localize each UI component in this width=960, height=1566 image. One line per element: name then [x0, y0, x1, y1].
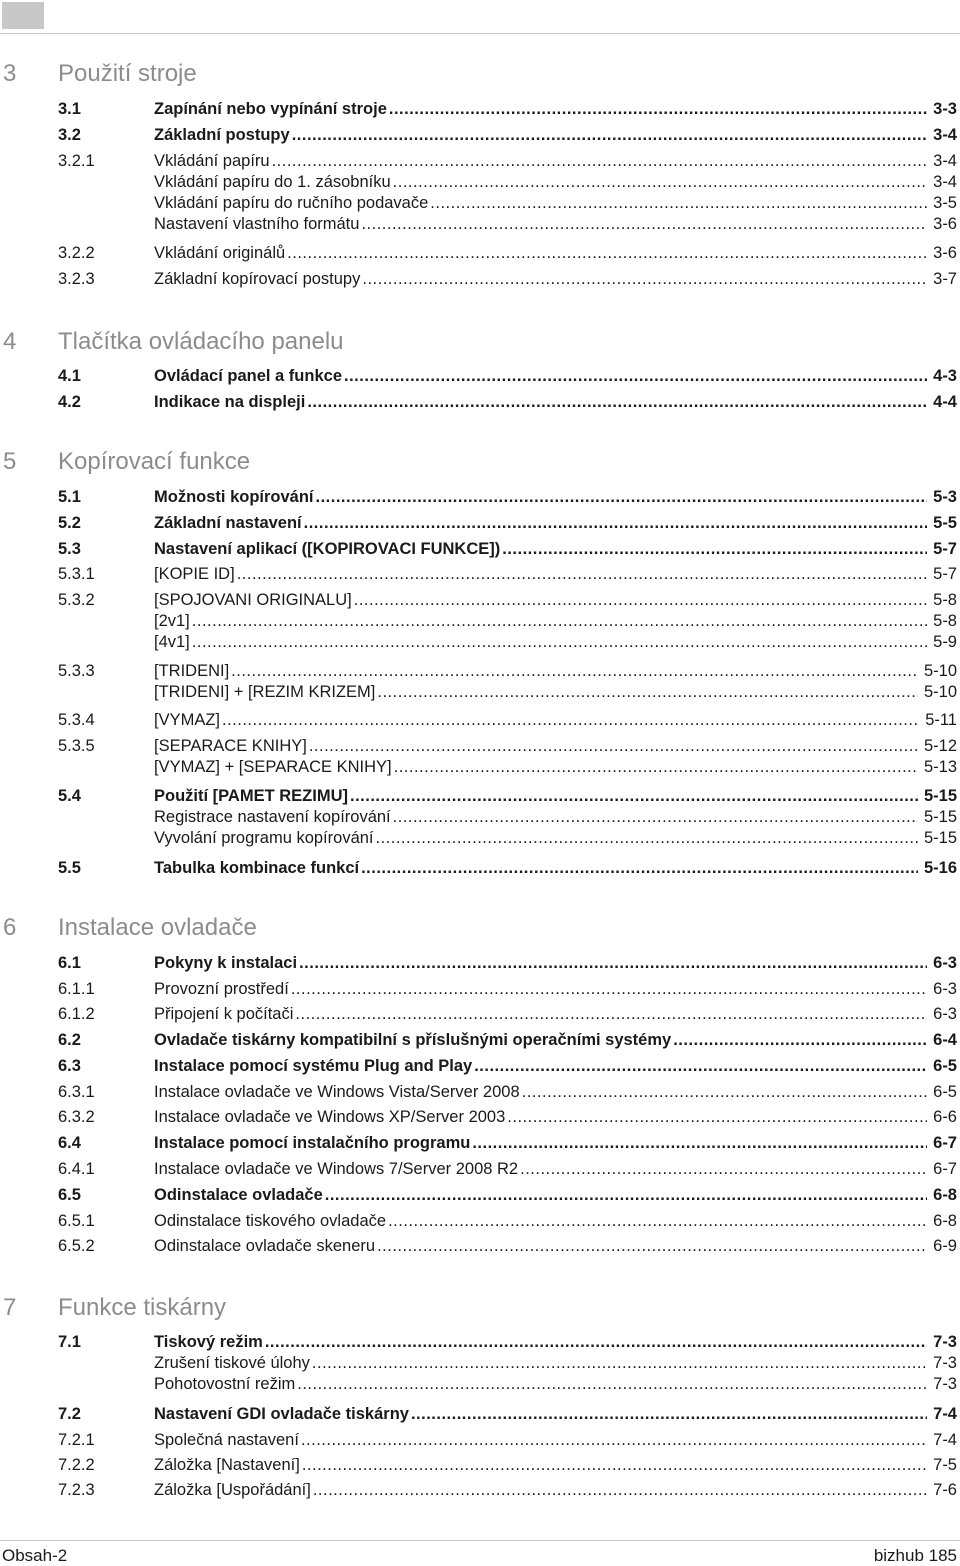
toc-entry[interactable] — [0, 1331, 960, 1353]
toc-entry[interactable] — [0, 806, 960, 828]
toc-entry-title: Nastavení vlastního formátu — [154, 215, 360, 233]
toc-entry[interactable] — [0, 98, 960, 120]
toc-entry-title: Odinstalace tiskového ovladače — [154, 1212, 387, 1230]
toc-entry-line — [154, 192, 957, 214]
toc-entry-page: 5-10 — [923, 662, 957, 680]
toc-entry-line — [154, 268, 957, 290]
toc-entry-line — [154, 171, 957, 193]
toc-entry-page: 3-4 — [933, 152, 957, 170]
toc-entry-page: 3-6 — [933, 244, 957, 262]
toc-entry-page: 6-6 — [933, 1108, 957, 1126]
toc-entry-number: 6.3 — [58, 1057, 81, 1075]
toc-entry-page: 5-12 — [923, 737, 957, 755]
toc-entry-title: Instalace pomocí instalačního programu — [154, 1134, 471, 1152]
toc-entry-page: 6-8 — [933, 1186, 957, 1204]
toc-entry-line — [154, 213, 957, 235]
toc-entry-title: Tabulka kombinace funkcí — [154, 859, 360, 877]
toc-leader-dots — [297, 1373, 927, 1395]
toc-entry-line — [154, 1331, 957, 1353]
toc-entry[interactable] — [0, 1403, 960, 1425]
toc-entry-page: 7-4 — [933, 1405, 957, 1423]
toc-entry[interactable] — [0, 242, 960, 264]
toc-leader-dots — [393, 806, 918, 828]
toc-entry-title: Vyvolání programu kopírování — [154, 829, 374, 847]
toc-entry-page: 5-15 — [923, 787, 957, 805]
toc-entry-title: Společná nastavení — [154, 1431, 299, 1449]
toc-entry-number: 7.2.1 — [58, 1431, 95, 1449]
toc-entry-page: 6-3 — [933, 1005, 957, 1023]
toc-entry-number: 7.2.2 — [58, 1456, 95, 1474]
toc-entry[interactable] — [0, 486, 960, 508]
toc-entry-page: 6-5 — [933, 1057, 957, 1075]
toc-entry[interactable] — [0, 1158, 960, 1180]
toc-entry-number: 6.2 — [58, 1031, 81, 1049]
toc-entry-title: Záložka [Uspořádání] — [154, 1481, 311, 1499]
toc-leader-dots — [272, 150, 928, 172]
toc-entry-title: Instalace ovladače ve Windows 7/Server 2008 R2 — [154, 1160, 519, 1178]
toc-entry-number: 7.1 — [58, 1333, 81, 1351]
toc-entry-title: [SEPARACE KNIHY] — [154, 737, 307, 755]
toc-entry-line — [154, 1158, 957, 1180]
toc-leader-dots — [295, 1003, 927, 1025]
chapter-title: Instalace ovladače — [58, 914, 257, 941]
toc-entry-number: 6.5.2 — [58, 1237, 95, 1255]
toc-entry-title: Základní postupy — [154, 126, 290, 144]
toc-leader-dots — [287, 242, 927, 264]
toc-entry[interactable] — [0, 681, 960, 703]
toc-entry[interactable] — [0, 538, 960, 560]
chapter-number: 5 — [3, 448, 17, 475]
toc-entry-title: Základní kopírovací postupy — [154, 270, 361, 288]
toc-entry-number: 6.5.1 — [58, 1212, 95, 1230]
toc-entry-page: 3-5 — [933, 194, 957, 212]
toc-entry-line — [154, 563, 957, 585]
toc-entry[interactable] — [0, 952, 960, 974]
toc-entry-page: 3-4 — [933, 173, 957, 191]
toc-entry-page: 7-5 — [933, 1456, 957, 1474]
toc-entry[interactable] — [0, 1210, 960, 1232]
toc-entry-line — [154, 735, 957, 757]
toc-entry-line — [154, 857, 957, 879]
toc-entry-title: [2v1] — [154, 612, 190, 630]
toc-entry-line — [154, 98, 957, 120]
toc-entry-page: 4-3 — [933, 367, 957, 385]
toc-entry-number: 5.3.3 — [58, 662, 95, 680]
toc-entry-number: 6.1 — [58, 954, 81, 972]
toc-entry-page: 7-3 — [933, 1375, 957, 1393]
toc-leader-dots — [389, 98, 927, 120]
toc-entry-line — [154, 806, 957, 828]
toc-entry-number: 5.2 — [58, 514, 81, 532]
toc-entry-page: 6-5 — [933, 1083, 957, 1101]
toc-entry-page: 6-7 — [933, 1134, 957, 1152]
toc-entry-title: Vkládání papíru — [154, 152, 270, 170]
toc-leader-dots — [430, 192, 927, 214]
chapter-title: Použití stroje — [58, 60, 197, 87]
toc-entry[interactable] — [0, 1479, 960, 1501]
toc-entry-number: 4.1 — [58, 367, 81, 385]
toc-entry-page: 5-7 — [933, 540, 957, 558]
toc-entry-page: 5-10 — [923, 683, 957, 701]
toc-entry-title: Odinstalace ovladače — [154, 1186, 323, 1204]
toc-entry-page: 6-3 — [933, 954, 957, 972]
toc-entry[interactable] — [0, 268, 960, 290]
chapter-title: Funkce tiskárny — [58, 1294, 227, 1321]
toc-entry[interactable] — [0, 1373, 960, 1395]
toc-entry-title: Základní nastavení — [154, 514, 302, 532]
toc-entry[interactable] — [0, 1429, 960, 1451]
toc-entry-title: Indikace na displeji — [154, 393, 306, 411]
toc-entry-title: Nastavení GDI ovladače tiskárny — [154, 1405, 409, 1423]
toc-entry-page: 5-8 — [933, 612, 957, 630]
toc-entry-number: 3.1 — [58, 100, 81, 118]
toc-entry-page: 5-11 — [925, 711, 957, 729]
toc-entry-title: [4v1] — [154, 633, 190, 651]
toc-entry-line — [154, 978, 957, 1000]
toc-entry-page: 5-5 — [933, 514, 957, 532]
toc-entry[interactable] — [0, 735, 960, 757]
toc-entry-number: 5.3 — [58, 540, 81, 558]
toc-entry[interactable] — [0, 785, 960, 807]
toc-entry[interactable] — [0, 756, 960, 778]
toc-entry-title: [TRIDENI] — [154, 662, 230, 680]
toc-entry-number: 5.3.1 — [58, 565, 95, 583]
toc-leader-dots — [192, 610, 927, 632]
toc-entry-title: Zapínání nebo vypínání stroje — [154, 100, 387, 118]
toc-entry-title: [VYMAZ] — [154, 711, 221, 729]
toc-leader-dots — [313, 1479, 927, 1501]
toc-entry-line — [154, 631, 957, 653]
toc-leader-dots — [231, 660, 918, 682]
toc-entry-title: [KOPIE ID] — [154, 565, 235, 583]
toc-leader-dots — [361, 857, 918, 879]
toc-entry-line — [154, 1352, 957, 1374]
toc-entry-page: 3-7 — [933, 270, 957, 288]
toc-leader-dots — [393, 171, 927, 193]
toc-entry[interactable] — [0, 563, 960, 585]
toc-entry-line — [154, 785, 957, 807]
toc-leader-dots — [377, 1235, 927, 1257]
toc-leader-dots — [673, 1029, 927, 1051]
toc-leader-dots — [472, 1132, 927, 1154]
toc-entry-title: Použití [PAMET REZIMU] — [154, 787, 349, 805]
toc-entry[interactable] — [0, 192, 960, 214]
toc-entry[interactable] — [0, 124, 960, 146]
toc-entry-page: 7-3 — [933, 1354, 957, 1372]
toc-entry-line — [154, 660, 957, 682]
toc-entry-page: 5-9 — [933, 633, 957, 651]
toc-leader-dots — [354, 589, 927, 611]
toc-leader-dots — [474, 1055, 927, 1077]
toc-entry[interactable] — [0, 978, 960, 1000]
toc-leader-dots — [376, 827, 918, 849]
toc-entry-line — [154, 391, 957, 413]
toc-leader-dots — [299, 952, 927, 974]
toc-leader-dots — [291, 978, 927, 1000]
footer-product-name: bizhub 185 — [873, 1546, 957, 1565]
footer-divider — [0, 1540, 960, 1541]
toc-entry-number: 5.4 — [58, 787, 81, 805]
toc-leader-dots — [237, 563, 927, 585]
toc-entry-line — [154, 1454, 957, 1476]
toc-entry-title: Pohotovostní režim — [154, 1375, 296, 1393]
toc-entry[interactable] — [0, 1003, 960, 1025]
toc-entry-line — [154, 1132, 957, 1154]
header-tab-marker — [2, 2, 44, 29]
toc-entry-line — [154, 709, 957, 731]
toc-entry-page: 6-8 — [933, 1212, 957, 1230]
toc-leader-dots — [192, 631, 927, 653]
toc-entry-line — [154, 150, 957, 172]
toc-entry[interactable] — [0, 512, 960, 534]
toc-entry-title: Ovladače tiskárny kompatibilní s příslušnými operačními systémy — [154, 1031, 672, 1049]
toc-leader-dots — [388, 1210, 927, 1232]
toc-entry[interactable] — [0, 1454, 960, 1476]
toc-entry-line — [154, 365, 957, 387]
toc-entry[interactable] — [0, 1235, 960, 1257]
toc-entry-line — [154, 681, 957, 703]
toc-entry[interactable] — [0, 1055, 960, 1077]
toc-leader-dots — [265, 1331, 927, 1353]
toc-entry[interactable] — [0, 631, 960, 653]
toc-entry-number: 7.2 — [58, 1405, 81, 1423]
chapter-number: 3 — [3, 60, 17, 87]
toc-entry-number: 5.3.2 — [58, 591, 95, 609]
toc-entry[interactable] — [0, 1184, 960, 1206]
toc-entry-line — [154, 1106, 957, 1128]
toc-entry-number: 6.5 — [58, 1186, 81, 1204]
toc-entry-line — [154, 124, 957, 146]
toc-entry-page: 6-9 — [933, 1237, 957, 1255]
toc-entry[interactable] — [0, 171, 960, 193]
toc-entry-number: 3.2.1 — [58, 152, 95, 170]
toc-entry-number: 3.2.3 — [58, 270, 95, 288]
toc-entry-page: 3-3 — [933, 100, 957, 118]
toc-entry-page: 5-8 — [933, 591, 957, 609]
toc-leader-dots — [394, 756, 918, 778]
toc-entry-line — [154, 589, 957, 611]
toc-entry-page: 5-15 — [923, 808, 957, 826]
toc-entry-line — [154, 1373, 957, 1395]
toc-entry[interactable] — [0, 365, 960, 387]
chapter-title: Tlačítka ovládacího panelu — [58, 328, 344, 355]
toc-entry-title: Instalace ovladače ve Windows Vista/Server 2008 — [154, 1083, 520, 1101]
toc-leader-dots — [309, 735, 918, 757]
toc-entry[interactable] — [0, 1106, 960, 1128]
toc-entry-page: 5-16 — [923, 859, 957, 877]
toc-entry-number: 3.2 — [58, 126, 81, 144]
toc-entry-title: Vkládání papíru do 1. zásobníku — [154, 173, 391, 191]
toc-entry-title: Zrušení tiskové úlohy — [154, 1354, 310, 1372]
toc-entry-title: Registrace nastavení kopírování — [154, 808, 391, 826]
toc-entry[interactable] — [0, 827, 960, 849]
toc-entry-title: Vkládání originálů — [154, 244, 286, 262]
toc-entry-page: 6-4 — [933, 1031, 957, 1049]
toc-entry-page: 5-3 — [933, 488, 957, 506]
toc-entry[interactable] — [0, 660, 960, 682]
toc-leader-dots — [222, 709, 919, 731]
toc-entry[interactable] — [0, 1081, 960, 1103]
footer-page-label: Obsah-2 — [2, 1546, 68, 1565]
toc-entry-line — [154, 756, 957, 778]
toc-entry[interactable] — [0, 610, 960, 632]
toc-leader-dots — [411, 1403, 927, 1425]
toc-entry-page: 6-3 — [933, 980, 957, 998]
toc-entry-number: 6.4.1 — [58, 1160, 95, 1178]
toc-entry[interactable] — [0, 1132, 960, 1154]
toc-entry-line — [154, 538, 957, 560]
toc-entry-page: 5-7 — [933, 565, 957, 583]
toc-entry-title: [TRIDENI] + [REZIM KRIZEM] — [154, 683, 376, 701]
toc-entry-number: 6.3.1 — [58, 1083, 95, 1101]
toc-entry-number: 5.1 — [58, 488, 81, 506]
toc-leader-dots — [362, 268, 927, 290]
toc-entry-number: 6.1.1 — [58, 980, 95, 998]
toc-leader-dots — [302, 1454, 927, 1476]
toc-entry[interactable] — [0, 589, 960, 611]
toc-entry-line — [154, 1003, 957, 1025]
toc-entry-title: Pokyny k instalaci — [154, 954, 298, 972]
toc-leader-dots — [507, 1106, 927, 1128]
toc-entry-title: Instalace ovladače ve Windows XP/Server 2003 — [154, 1108, 506, 1126]
toc-leader-dots — [307, 391, 927, 413]
toc-entry-line — [154, 1403, 957, 1425]
chapter-title: Kopírovací funkce — [58, 448, 251, 475]
toc-entry-page: 3-6 — [933, 215, 957, 233]
toc-leader-dots — [301, 1429, 927, 1451]
toc-entry-line — [154, 1184, 957, 1206]
toc-entry-page: 7-3 — [933, 1333, 957, 1351]
toc-leader-dots — [377, 681, 918, 703]
toc-entry-page: 6-7 — [933, 1160, 957, 1178]
toc-leader-dots — [520, 1158, 927, 1180]
toc-entry-line — [154, 610, 957, 632]
toc-leader-dots — [312, 1352, 927, 1374]
toc-entry-page: 5-13 — [923, 758, 957, 776]
toc-entry-line — [154, 1210, 957, 1232]
toc-entry-line — [154, 486, 957, 508]
toc-leader-dots — [502, 538, 927, 560]
toc-entry-line — [154, 827, 957, 849]
toc-leader-dots — [316, 486, 928, 508]
toc-leader-dots — [350, 785, 918, 807]
toc-entry-title: Ovládací panel a funkce — [154, 367, 342, 385]
toc-entry[interactable] — [0, 391, 960, 413]
toc-leader-dots — [304, 512, 928, 534]
toc-entry-number: 5.5 — [58, 859, 81, 877]
toc-leader-dots — [325, 1184, 927, 1206]
toc-leader-dots — [292, 124, 927, 146]
toc-entry[interactable] — [0, 213, 960, 235]
toc-entry-title: Instalace pomocí systému Plug and Play — [154, 1057, 473, 1075]
toc-entry[interactable] — [0, 857, 960, 879]
toc-entry-line — [154, 242, 957, 264]
toc-entry-number: 6.4 — [58, 1134, 81, 1152]
toc-entry-line — [154, 1081, 957, 1103]
toc-entry[interactable] — [0, 150, 960, 172]
toc-entry-title: Odinstalace ovladače skeneru — [154, 1237, 376, 1255]
chapter-number: 6 — [3, 914, 17, 941]
toc-entry[interactable] — [0, 1029, 960, 1051]
toc-entry-title: [SPOJOVANI ORIGINALU] — [154, 591, 352, 609]
toc-entry-page: 7-6 — [933, 1481, 957, 1499]
toc-entry-number: 5.3.4 — [58, 711, 95, 729]
toc-entry-title: Vkládání papíru do ručního podavače — [154, 194, 429, 212]
toc-entry-number: 3.2.2 — [58, 244, 95, 262]
toc-leader-dots — [361, 213, 927, 235]
toc-entry-title: Nastavení aplikací ([KOPIROVACI FUNKCE]) — [154, 540, 501, 558]
toc-entry-line — [154, 1235, 957, 1257]
toc-entry-page: 3-4 — [933, 126, 957, 144]
toc-entry[interactable] — [0, 709, 960, 731]
toc-entry[interactable] — [0, 1352, 960, 1374]
toc-entry-line — [154, 1479, 957, 1501]
toc-entry-title: Záložka [Nastavení] — [154, 1456, 300, 1474]
toc-entry-number: 4.2 — [58, 393, 81, 411]
toc-entry-number: 6.3.2 — [58, 1108, 95, 1126]
toc-entry-line — [154, 952, 957, 974]
toc-entry-line — [154, 1429, 957, 1451]
header-divider — [0, 33, 960, 34]
toc-entry-number: 5.3.5 — [58, 737, 95, 755]
toc-entry-line — [154, 1055, 957, 1077]
toc-entry-page: 4-4 — [933, 393, 957, 411]
chapter-number: 4 — [3, 328, 17, 355]
toc-entry-line — [154, 512, 957, 534]
toc-entry-page: 5-15 — [923, 829, 957, 847]
toc-entry-title: Možnosti kopírování — [154, 488, 314, 506]
toc-leader-dots — [522, 1081, 927, 1103]
toc-entry-line — [154, 1029, 957, 1051]
toc-entry-title: [VYMAZ] + [SEPARACE KNIHY] — [154, 758, 392, 776]
chapter-number: 7 — [3, 1294, 17, 1321]
toc-entry-page: 7-4 — [933, 1431, 957, 1449]
toc-entry-number: 7.2.3 — [58, 1481, 95, 1499]
toc-entry-title: Připojení k počítači — [154, 1005, 294, 1023]
toc-entry-title: Tiskový režim — [154, 1333, 263, 1351]
toc-entry-title: Provozní prostředí — [154, 980, 289, 998]
toc-entry-number: 6.1.2 — [58, 1005, 95, 1023]
toc-leader-dots — [344, 365, 927, 387]
